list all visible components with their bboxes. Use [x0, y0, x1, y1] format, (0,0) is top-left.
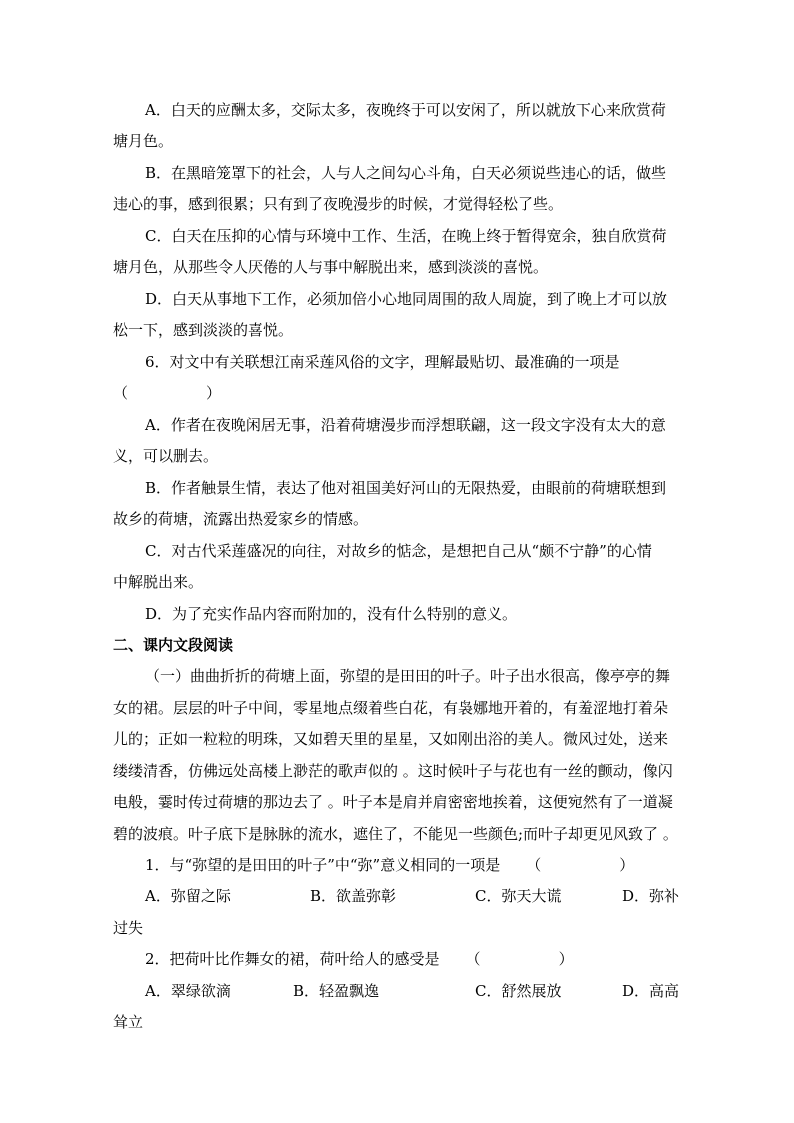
q1-option-a: A．弥留之际	[145, 887, 231, 905]
section-heading: 二、课内文段阅读	[113, 636, 234, 654]
q2-option-a: A．翠绿欲滴	[145, 982, 231, 1000]
q1-stem	[145, 855, 634, 875]
q2-paren-close: ）	[558, 950, 574, 968]
q6-option-a-line2: 义，可以删去。	[113, 447, 219, 465]
q1-paren-close: ）	[619, 856, 635, 874]
passage-line-5: 电般，霎时传过荷塘的那边去了 。叶子本是肩并肩密密地挨着，这便宛然有了一道凝	[113, 793, 673, 811]
passage-line-1: （一）曲曲折折的荷塘上面，弥望的是田田的叶子。叶子出水很高，像亭亭的舞	[145, 667, 671, 685]
q6-option-a-line1: A．作者在夜晚闲居无事，沿着荷塘漫步而浮想联翩，这一段文字没有太大的意	[145, 416, 666, 434]
q5-option-a-line2: 塘月色。	[113, 132, 174, 150]
q6-stem: 6．对文中有关联想江南采莲风俗的文字，理解最贴切、最准确的一项是	[145, 353, 620, 371]
q1-option-c: C．弥天大谎	[475, 887, 562, 905]
q2-stem-text: 2．把荷叶比作舞女的裙，荷叶给人的感受是	[145, 950, 440, 968]
q6-answer-blank	[113, 383, 221, 403]
q6-option-d-line1: D．为了充实作品内容而附加的，没有什么特别的意义。	[145, 605, 518, 623]
q6-option-c-line2: 中解脱出来。	[113, 573, 204, 591]
q6-option-c-line1: C．对古代采莲盛况的向往，对故乡的惦念，是想把自己从“颇不宁静”的心情	[145, 542, 652, 560]
passage-line-4: 缕缕清香，仿佛远处高楼上渺茫的歌声似的 。这时候叶子与花也有一丝的颤动，像闪	[113, 762, 673, 780]
passage-line-3: 儿的；正如一粒粒的明珠，又如碧天里的星星，又如刚出浴的美人。微风过处，送来	[113, 730, 669, 748]
q6-option-b-line2: 故乡的荷塘，流露出热爱家乡的情感。	[113, 510, 369, 528]
q2-paren-open: （	[465, 950, 481, 968]
q1-option-d-wrap: 过失	[113, 919, 144, 937]
q2-option-b: B．轻盈飘逸	[293, 982, 380, 1000]
q5-option-c-line2: 塘月色，从那些令人厌倦的人与事中解脱出来，感到淡淡的喜悦。	[113, 258, 549, 276]
q5-option-d-line2: 松一下，感到淡淡的喜悦。	[113, 321, 294, 339]
q6-paren-open: （	[113, 384, 129, 402]
q1-option-d: D．弥补	[622, 887, 680, 905]
passage-line-6: 碧的波痕。叶子底下是脉脉的流水，遮住了，不能见一些颜色;而叶子却更见风致了 。	[113, 825, 678, 843]
q2-option-d-wrap: 耸立	[113, 1013, 144, 1031]
q5-option-b-line2: 违心的事，感到很累；只有到了夜晚漫步的时候，才觉得轻松了些。	[113, 195, 564, 213]
passage-line-2: 女的裙。层层的叶子中间，零星地点缀着些白花，有袅娜地开着的，有羞涩地打着朵	[113, 699, 669, 717]
q1-paren-open: （	[526, 856, 542, 874]
q2-stem	[145, 949, 574, 969]
q6-paren-close: ）	[206, 384, 222, 402]
q5-option-b-line1: B．在黑暗笼罩下的社会，人与人之间勾心斗角，白天必须说些违心的话，做些	[145, 164, 667, 182]
q6-option-b-line1: B．作者触景生情，表达了他对祖国美好河山的无限热爱，由眼前的荷塘联想到	[145, 479, 667, 497]
q1-option-b: B．欲盖弥彰	[310, 887, 397, 905]
q5-option-d-line1: D．白天从事地下工作，必须加倍小心地同周围的敌人周旋，到了晚上才可以放	[145, 290, 668, 308]
q5-option-c-line1: C．白天在压抑的心情与环境中工作、生活，在晚上终于暂得宽余，独自欣赏荷	[145, 227, 667, 245]
q2-option-d: D．高高	[622, 982, 680, 1000]
q5-option-a-line1	[0, 100, 794, 120]
q1-stem-text: 1．与“弥望的是田田的叶子”中“弥”意义相同的一项是	[145, 856, 501, 874]
q5-option-a-text: A．白天的应酬太多，交际太多，夜晚终于可以安闲了，所以就放下心来欣赏荷	[145, 101, 666, 119]
q2-option-c: C．舒然展放	[475, 982, 562, 1000]
